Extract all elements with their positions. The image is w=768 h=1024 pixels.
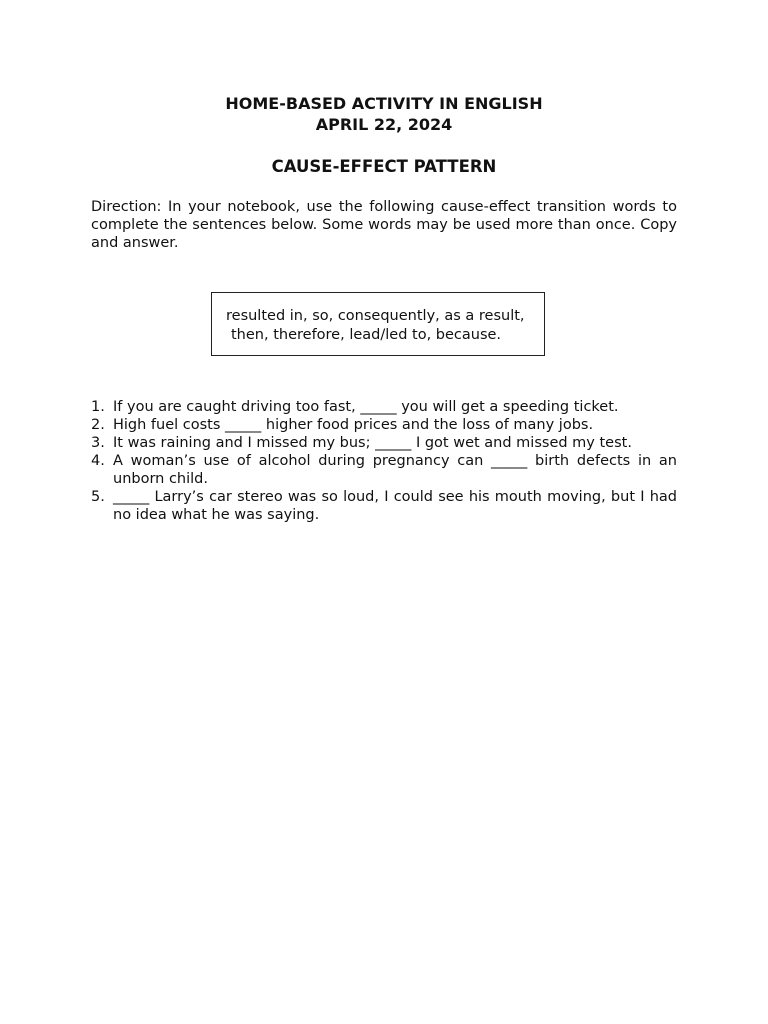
list-item — [91, 398, 677, 416]
item-number: 5. — [91, 489, 105, 505]
item-text: If you are caught driving too fast, _____ you will get a speeding ticket. — [113, 399, 619, 415]
list-item — [91, 452, 677, 488]
item-number: 3. — [91, 435, 105, 451]
item-text: _____ Larry’s car stereo was so loud, I could see his mouth moving, but I had no idea what he was saying. — [113, 489, 677, 523]
transition-words-line-2: then, therefore, lead/led to, because. — [231, 327, 502, 343]
item-text: High fuel costs _____ higher food prices and the loss of many jobs. — [113, 417, 594, 433]
section-title: CAUSE-EFFECT PATTERN — [271, 157, 497, 176]
transition-words-line-1: resulted in, so, consequently, as a result, — [226, 308, 525, 324]
transition-words-box — [211, 292, 545, 356]
list-item — [91, 416, 677, 434]
item-number: 1. — [91, 399, 105, 415]
page-title: HOME-BASED ACTIVITY IN ENGLISH — [225, 94, 543, 113]
item-text: It was raining and I missed my bus; _____ I got wet and missed my test. — [113, 435, 632, 451]
item-text: A woman’s use of alcohol during pregnancy can _____ birth defects in an unborn child. — [113, 453, 677, 487]
item-number: 4. — [91, 453, 105, 469]
item-number: 2. — [91, 417, 105, 433]
list-item — [91, 488, 677, 524]
sentence-list — [91, 398, 677, 524]
page-date: APRIL 22, 2024 — [315, 115, 453, 134]
direction-text: Direction: In your notebook, use the following cause-effect transition words to complete the sentences below. Some words may be used more than once. Copy and answer. — [91, 199, 677, 251]
list-item — [91, 434, 677, 452]
